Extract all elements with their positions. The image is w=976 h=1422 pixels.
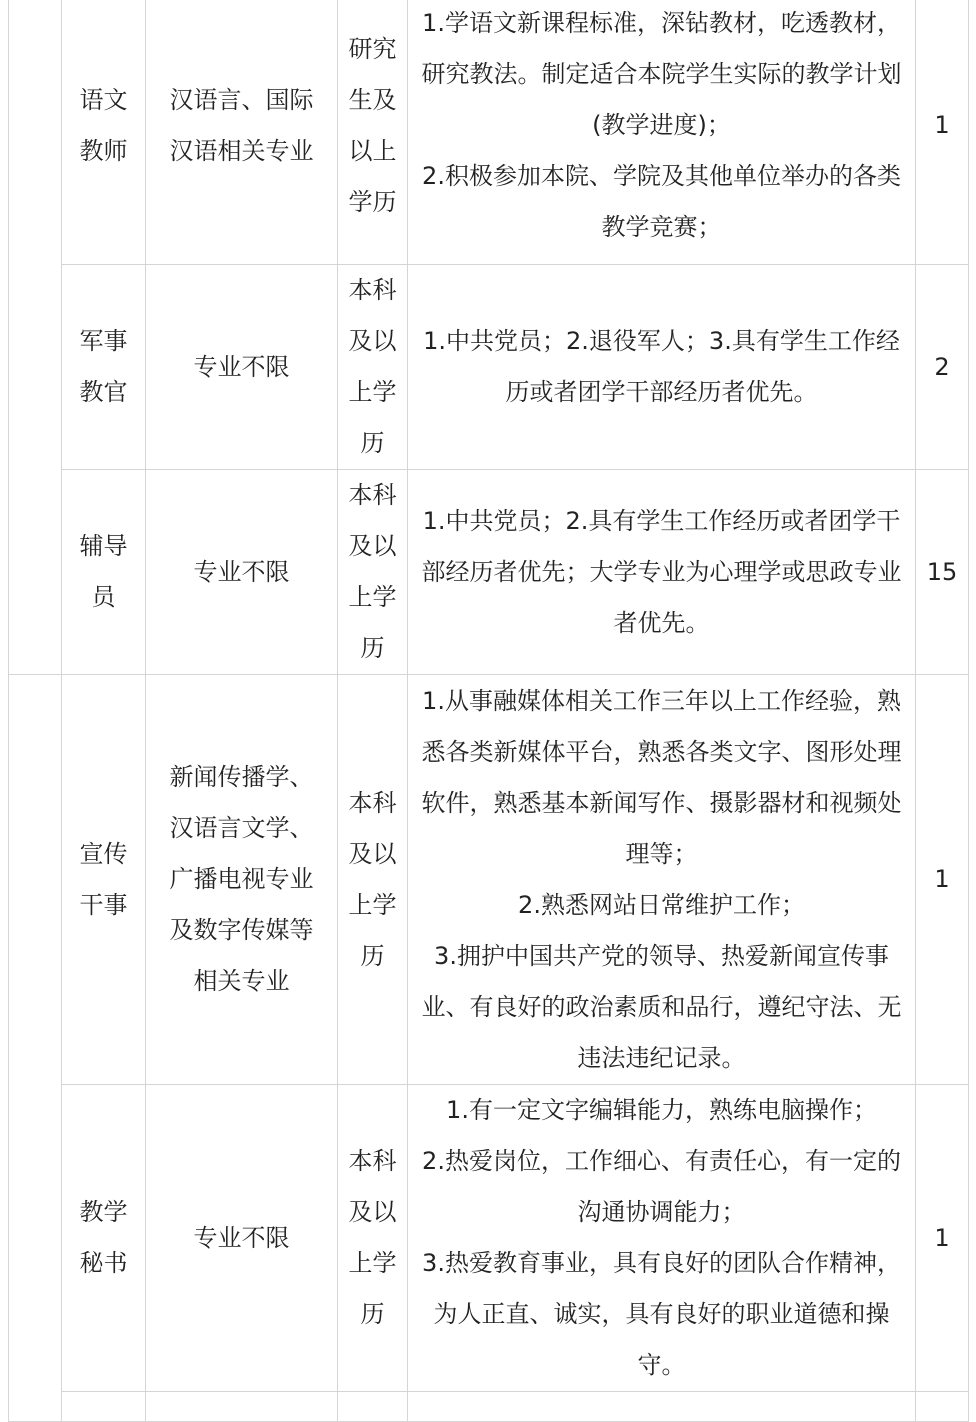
table-row: [9, 1392, 969, 1422]
table-row: [9, 1085, 969, 1392]
education-cell: 研究生及以上学历: [338, 0, 408, 265]
count-cell: 2: [916, 265, 969, 470]
major-cell: 专业不限: [146, 1085, 338, 1392]
position-cell: 语文教师: [62, 0, 146, 265]
department-cell: [9, 675, 62, 1422]
count-cell: 1: [916, 675, 969, 1085]
count-cell: 1: [916, 0, 969, 265]
department-cell: [9, 0, 62, 675]
education-cell: 本科及以上学历: [338, 1085, 408, 1392]
recruitment-table: [8, 0, 969, 1422]
requirements-cell: 1.中共党员；2.退役军人；3.具有学生工作经历或者团学干部经历者优先。: [408, 265, 916, 470]
education-cell: 本科及以上学历: [338, 265, 408, 470]
table-row: [9, 0, 969, 265]
major-cell: 汉语言、国际汉语相关专业: [146, 0, 338, 265]
requirements-cell: 1.中共党员；2.具有学生工作经历或者团学干部经历者优先；大学专业为心理学或思政专业者优先。: [408, 470, 916, 675]
major-cell: 新闻传播学、汉语言文学、广播电视专业及数字传媒等相关专业: [146, 675, 338, 1085]
position-cell: 教学秘书: [62, 1085, 146, 1392]
major-cell: 专业不限: [146, 470, 338, 675]
major-cell: 专业不限: [146, 265, 338, 470]
position-cell: 军事教官: [62, 265, 146, 470]
requirements-cell: 1.有一定文字编辑能力，熟练电脑操作； 2.热爱岗位，工作细心、有责任心，有一定的沟通协调能力； 3.热爱教育事业，具有良好的团队合作精神，为人正直、诚实，具有良好的职业道德和操守。: [408, 1085, 916, 1392]
count-cell: 15: [916, 470, 969, 675]
empty-cell: [916, 1392, 969, 1422]
count-cell: 1: [916, 1085, 969, 1392]
requirements-cell: 1.从事融媒体相关工作三年以上工作经验，熟悉各类新媒体平台，熟悉各类文字、图形处理软件，熟悉基本新闻写作、摄影器材和视频处理等； 2.熟悉网站日常维护工作； 3.拥护中国共产党的领导、热爱新闻宣传事业、有良好的政治素质和品行，遵纪守法、无违法违纪记录。: [408, 675, 916, 1085]
empty-cell: [408, 1392, 916, 1422]
education-cell: 本科及以上学历: [338, 675, 408, 1085]
table-row: [9, 265, 969, 470]
empty-cell: [146, 1392, 338, 1422]
empty-cell: [62, 1392, 146, 1422]
empty-cell: [338, 1392, 408, 1422]
education-cell: 本科及以上学历: [338, 470, 408, 675]
table-row: [9, 470, 969, 675]
position-cell: 辅导员: [62, 470, 146, 675]
position-cell: 宣传干事: [62, 675, 146, 1085]
table-row: [9, 675, 969, 1085]
requirements-cell: 1.学语文新课程标准，深钻教材，吃透教材，研究教法。制定适合本院学生实际的教学计划(教学进度)； 2.积极参加本院、学院及其他单位举办的各类教学竞赛；: [408, 0, 916, 265]
